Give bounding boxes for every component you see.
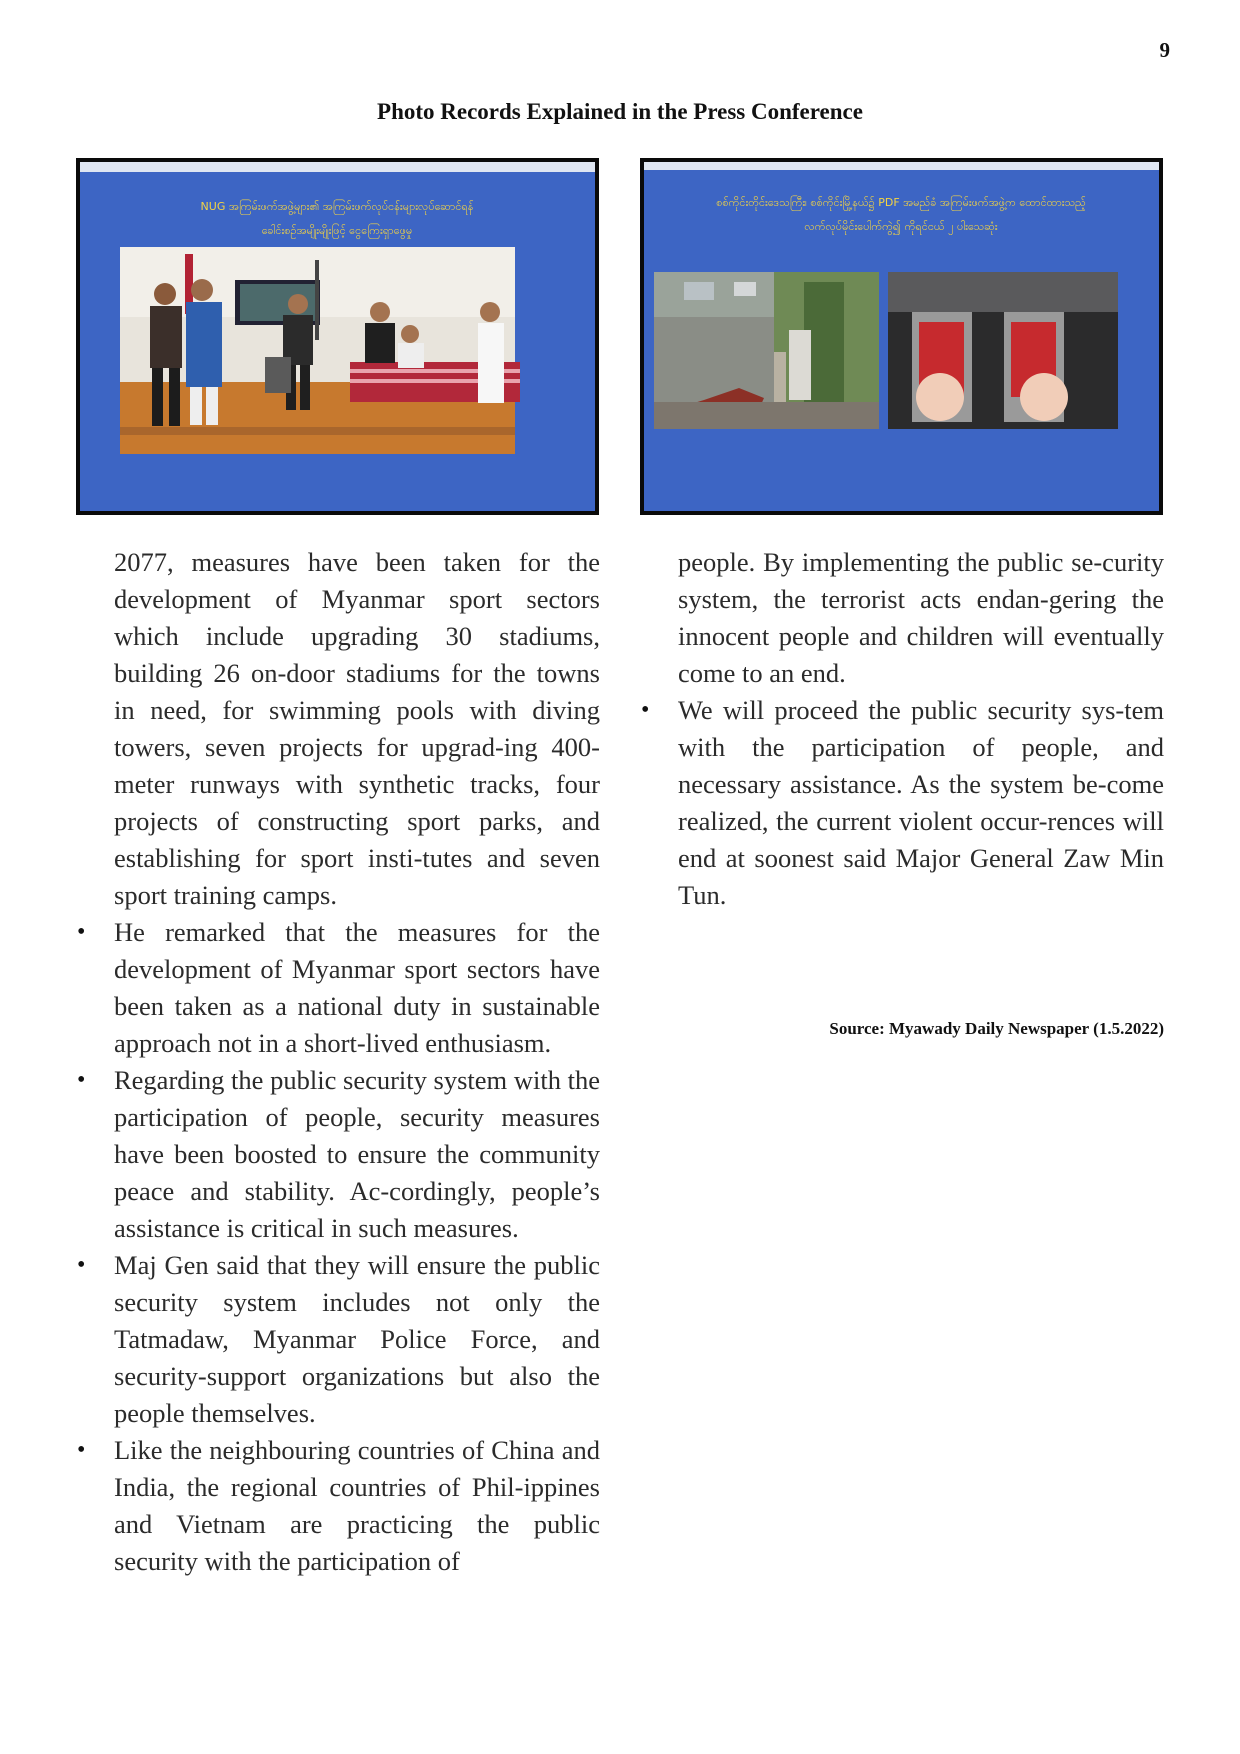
article-column-left [114,544,600,1580]
source-citation: Source: Myawady Daily Newspaper (1.5.2022) [829,1019,1164,1038]
bullet-security-system-includes: • Maj Gen said that they will ensure the public security system includes not only the Tatmadaw, Myanmar Police Force, and security-support organizations but also the people themselves. [114,1247,600,1432]
fundraising-slide-image [80,162,595,511]
photo-fundraising-slide [76,158,599,515]
fundraising-caption-line1: NUG အကြမ်းဖက်အဖွဲ့များ၏ အကြမ်းဖက်လုပ်ငန်းများလုပ်ဆောင်ရန် [200,200,474,213]
landmine-slide-image [644,162,1159,511]
landmine-caption-line1: စစ်ကိုင်းတိုင်းဒေသကြီး၊ စစ်ကိုင်းမြို့နယ်၌ PDF အမည်ခံ အကြမ်းဖက်အဖွဲ့က ထောင်ထားသည့် [716,196,1086,209]
page-number: 9 [1159,38,1170,62]
right-paragraph-continuation: people. By implementing the public se-curity system, the terrorist acts endan-gering the innocent people and children will eventually come to an end. [678,547,1164,688]
page-heading: Photo Records Explained in the Press Conference [377,99,863,124]
bullet-sport-national-duty: • He remarked that the measures for the development of Myanmar sport sectors have been taken as a national duty in sustainable approach not in a short-lived enthusiasm. [114,914,600,1062]
roadside-photo [654,272,879,429]
group-photo [120,247,520,454]
bullet-public-security-boosted: • Regarding the public security system with the participation of people, security measures have been boosted to ensure the community peace and stability. Ac-cordingly, people’s assistance is critical in such measures. [114,1062,600,1247]
article-column-right [678,544,1164,914]
left-paragraph-continuation: 2077, measures have been taken for the development of Myanmar sport sectors which include upgrading 30 stadiums, building 26 on-door stadiums for the towns in need, for swimming pools with diving towers, seven projects for upgrad-ing 400-meter runways with synthetic tracks, four projects of constructing sport parks, and establishing for sport insti-tutes and seven sport training camps. [114,547,600,910]
bullet-proceed-security-system: • We will proceed the public security sys-tem with the participation of people, and necessary assistance. As the system be-come realized, the current violent occur-rences will end at soonest said Major General Zaw Min Tun. [678,692,1164,914]
bullet-neighbouring-countries: • Like the neighbouring countries of China and India, the regional countries of Phil-ippines and Vietnam are practicing the public security with the participation of [114,1432,600,1580]
photo-landmine-slide [640,158,1163,515]
landmine-caption-line2: လက်လုပ်မိုင်းပေါက်ကွဲ၍ ကိုရင်ငယ် ၂ ပါးသေဆုံး [804,220,998,233]
fundraising-caption-line2: ခေါင်းစဉ်အမျိုးမျိုးဖြင့် ငွေကြေးရှာဖွေမှု [261,224,413,237]
stretcher-photo [888,272,1118,429]
